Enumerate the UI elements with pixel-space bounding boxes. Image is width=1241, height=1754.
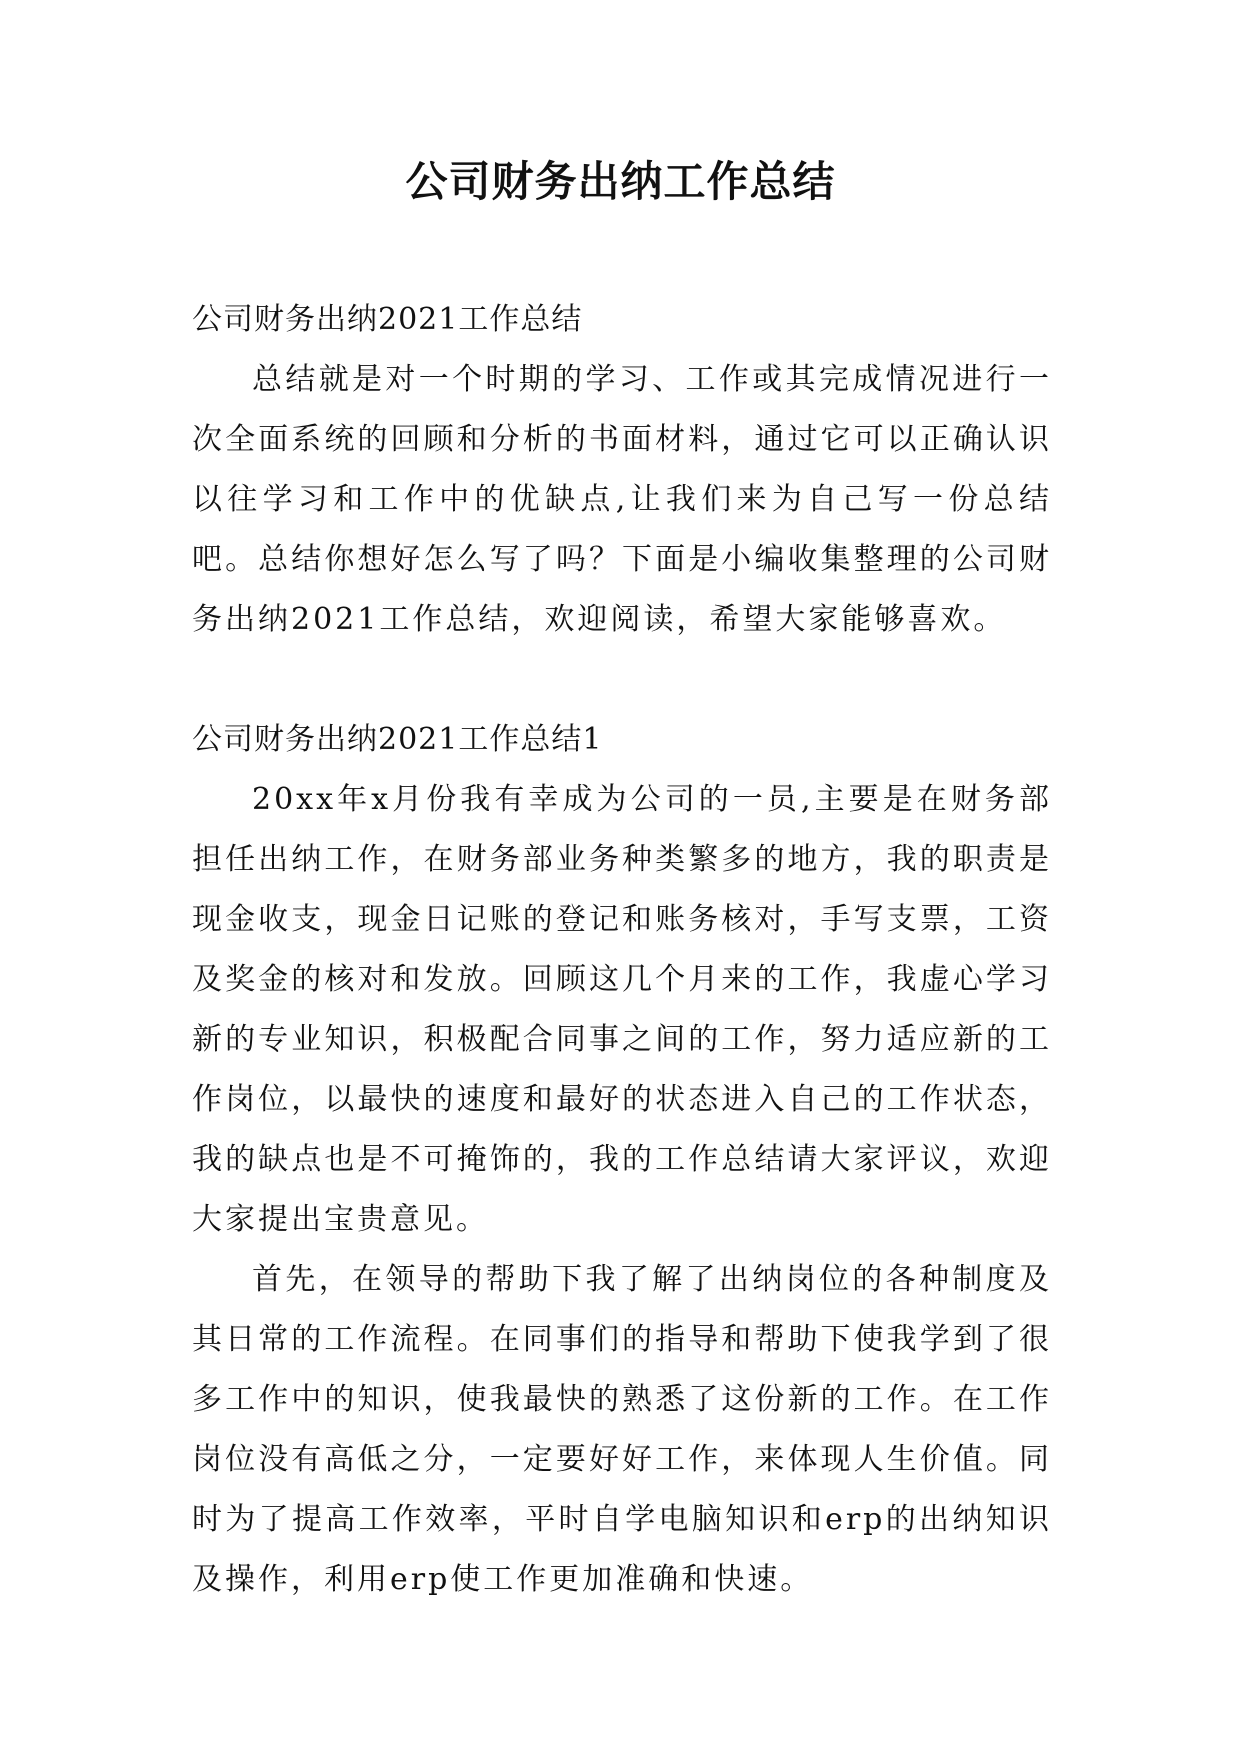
intro-paragraph: 总结就是对一个时期的学习、工作或其完成情况进行一次全面系统的回顾和分析的书面材料，通过它可以正确认识以往学习和工作中的优缺点,让我们来为自己写一份总结吧。总结你想好怎么写了吗？下面是小编收集整理的公司财务出纳2021工作总结，欢迎阅读，希望大家能够喜欢。	[192, 362, 1052, 637]
section1-heading: 公司财务出纳2021工作总结1	[192, 722, 603, 757]
document-body	[192, 290, 1052, 1610]
document-title: 公司财务出纳工作总结	[405, 157, 836, 206]
section1-paragraph-2: 首先，在领导的帮助下我了解了出纳岗位的各种制度及其日常的工作流程。在同事们的指导和帮助下使我学到了很多工作中的知识，使我最快的熟悉了这份新的工作。在工作岗位没有高低之分，一定要好好工作，来体现人生价值。同时为了提高工作效率，平时自学电脑知识和erp的出纳知识及操作，利用erp使工作更加准确和快速。	[192, 1262, 1052, 1597]
section-spacer	[192, 650, 1052, 710]
intro-heading: 公司财务出纳2021工作总结	[192, 302, 583, 337]
section1-paragraph-1: 20xx年x月份我有幸成为公司的一员,主要是在财务部担任出纳工作，在财务部业务种类繁多的地方，我的职责是现金收支，现金日记账的登记和账务核对，手写支票，工资及奖金的核对和发放。回顾这几个月来的工作，我虚心学习新的专业知识，积极配合同事之间的工作，努力适应新的工作岗位，以最快的速度和最好的状态进入自己的工作状态，我的缺点也是不可掩饰的，我的工作总结请大家评议，欢迎大家提出宝贵意见。	[192, 782, 1052, 1237]
